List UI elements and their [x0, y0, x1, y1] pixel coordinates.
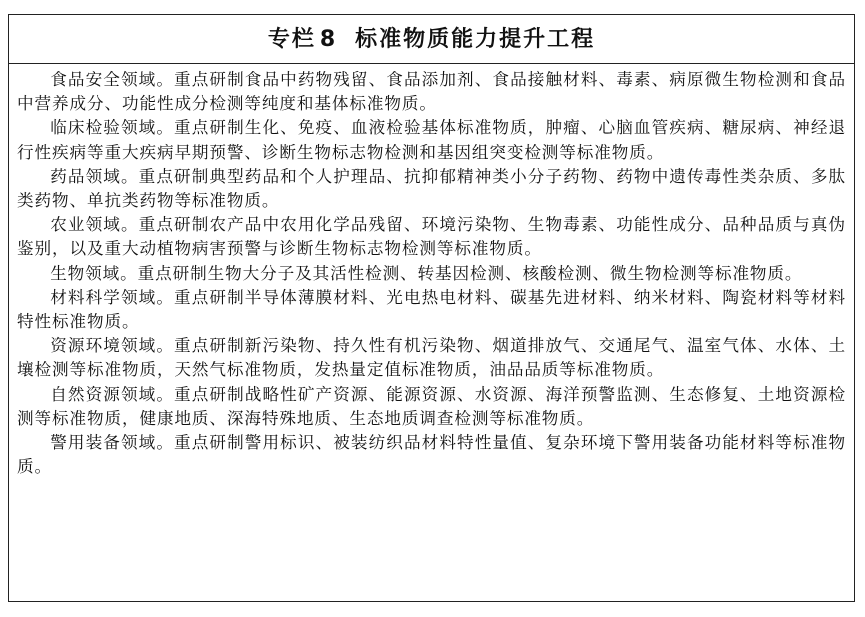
paragraph-agriculture: 农业领域。重点研制农产品中农用化学品残留、环境污染物、生物毒素、功能性成分、品种品质与真伪鉴别，以及重大动植物病害预警与诊断生物标志物检测等标准物质。	[17, 215, 846, 259]
paragraph-natural-resources: 自然资源领域。重点研制战略性矿产资源、能源资源、水资源、海洋预警监测、生态修复、土地资源检测等标准物质，健康地质、深海特殊地质、生态地质调查检测等标准物质。	[17, 384, 846, 428]
column-box	[8, 14, 855, 602]
paragraph-food-safety: 食品安全领域。重点研制食品中药物残留、食品添加剂、食品接触材料、毒素、病原微生物检测和食品中营养成分、功能性成分检测等纯度和基体标准物质。	[17, 70, 846, 114]
paragraph-pharmaceuticals: 药品领域。重点研制典型药品和个人护理品、抗抑郁精神类小分子药物、药物中遗传毒性类杂质、多肽类药物、单抗类药物等标准物质。	[17, 166, 846, 211]
paragraph-biology: 生物领域。重点研制生物大分子及其活性检测、转基因检测、核酸检测、微生物检测等标准物质。	[50, 263, 803, 283]
column-title-text: 标准物质能力提升工程	[355, 27, 596, 52]
paragraph-materials-science: 材料科学领域。重点研制半导体薄膜材料、光电热电材料、碳基先进材料、纳米材料、陶瓷材料等材料特性标准物质。	[17, 287, 846, 332]
paragraph-police-equipment: 警用装备领域。重点研制警用标识、被装纺织品材料特性量值、复杂环境下警用装备功能材料等标准物质。	[17, 433, 846, 477]
paragraph-clinical-testing: 临床检验领域。重点研制生化、免疫、血液检验基体标准物质，肿瘤、心脑血管疾病、糖尿病、神经退行性疾病等重大疾病早期预警、诊断生物标志物检测和基因组突变检测等标准物质。	[17, 118, 846, 162]
column-title-prefix: 专栏	[267, 27, 316, 52]
column-title-number: 8	[319, 27, 338, 52]
column-content	[9, 64, 854, 479]
paragraph-resources-environment: 资源环境领域。重点研制新污染物、持久性有机污染物、烟道排放气、交通尾气、温室气体、水体、土壤检测等标准物质，天然气标准物质，发热量定值标准物质，油品品质等标准物质。	[17, 336, 846, 380]
column-title	[9, 15, 854, 64]
